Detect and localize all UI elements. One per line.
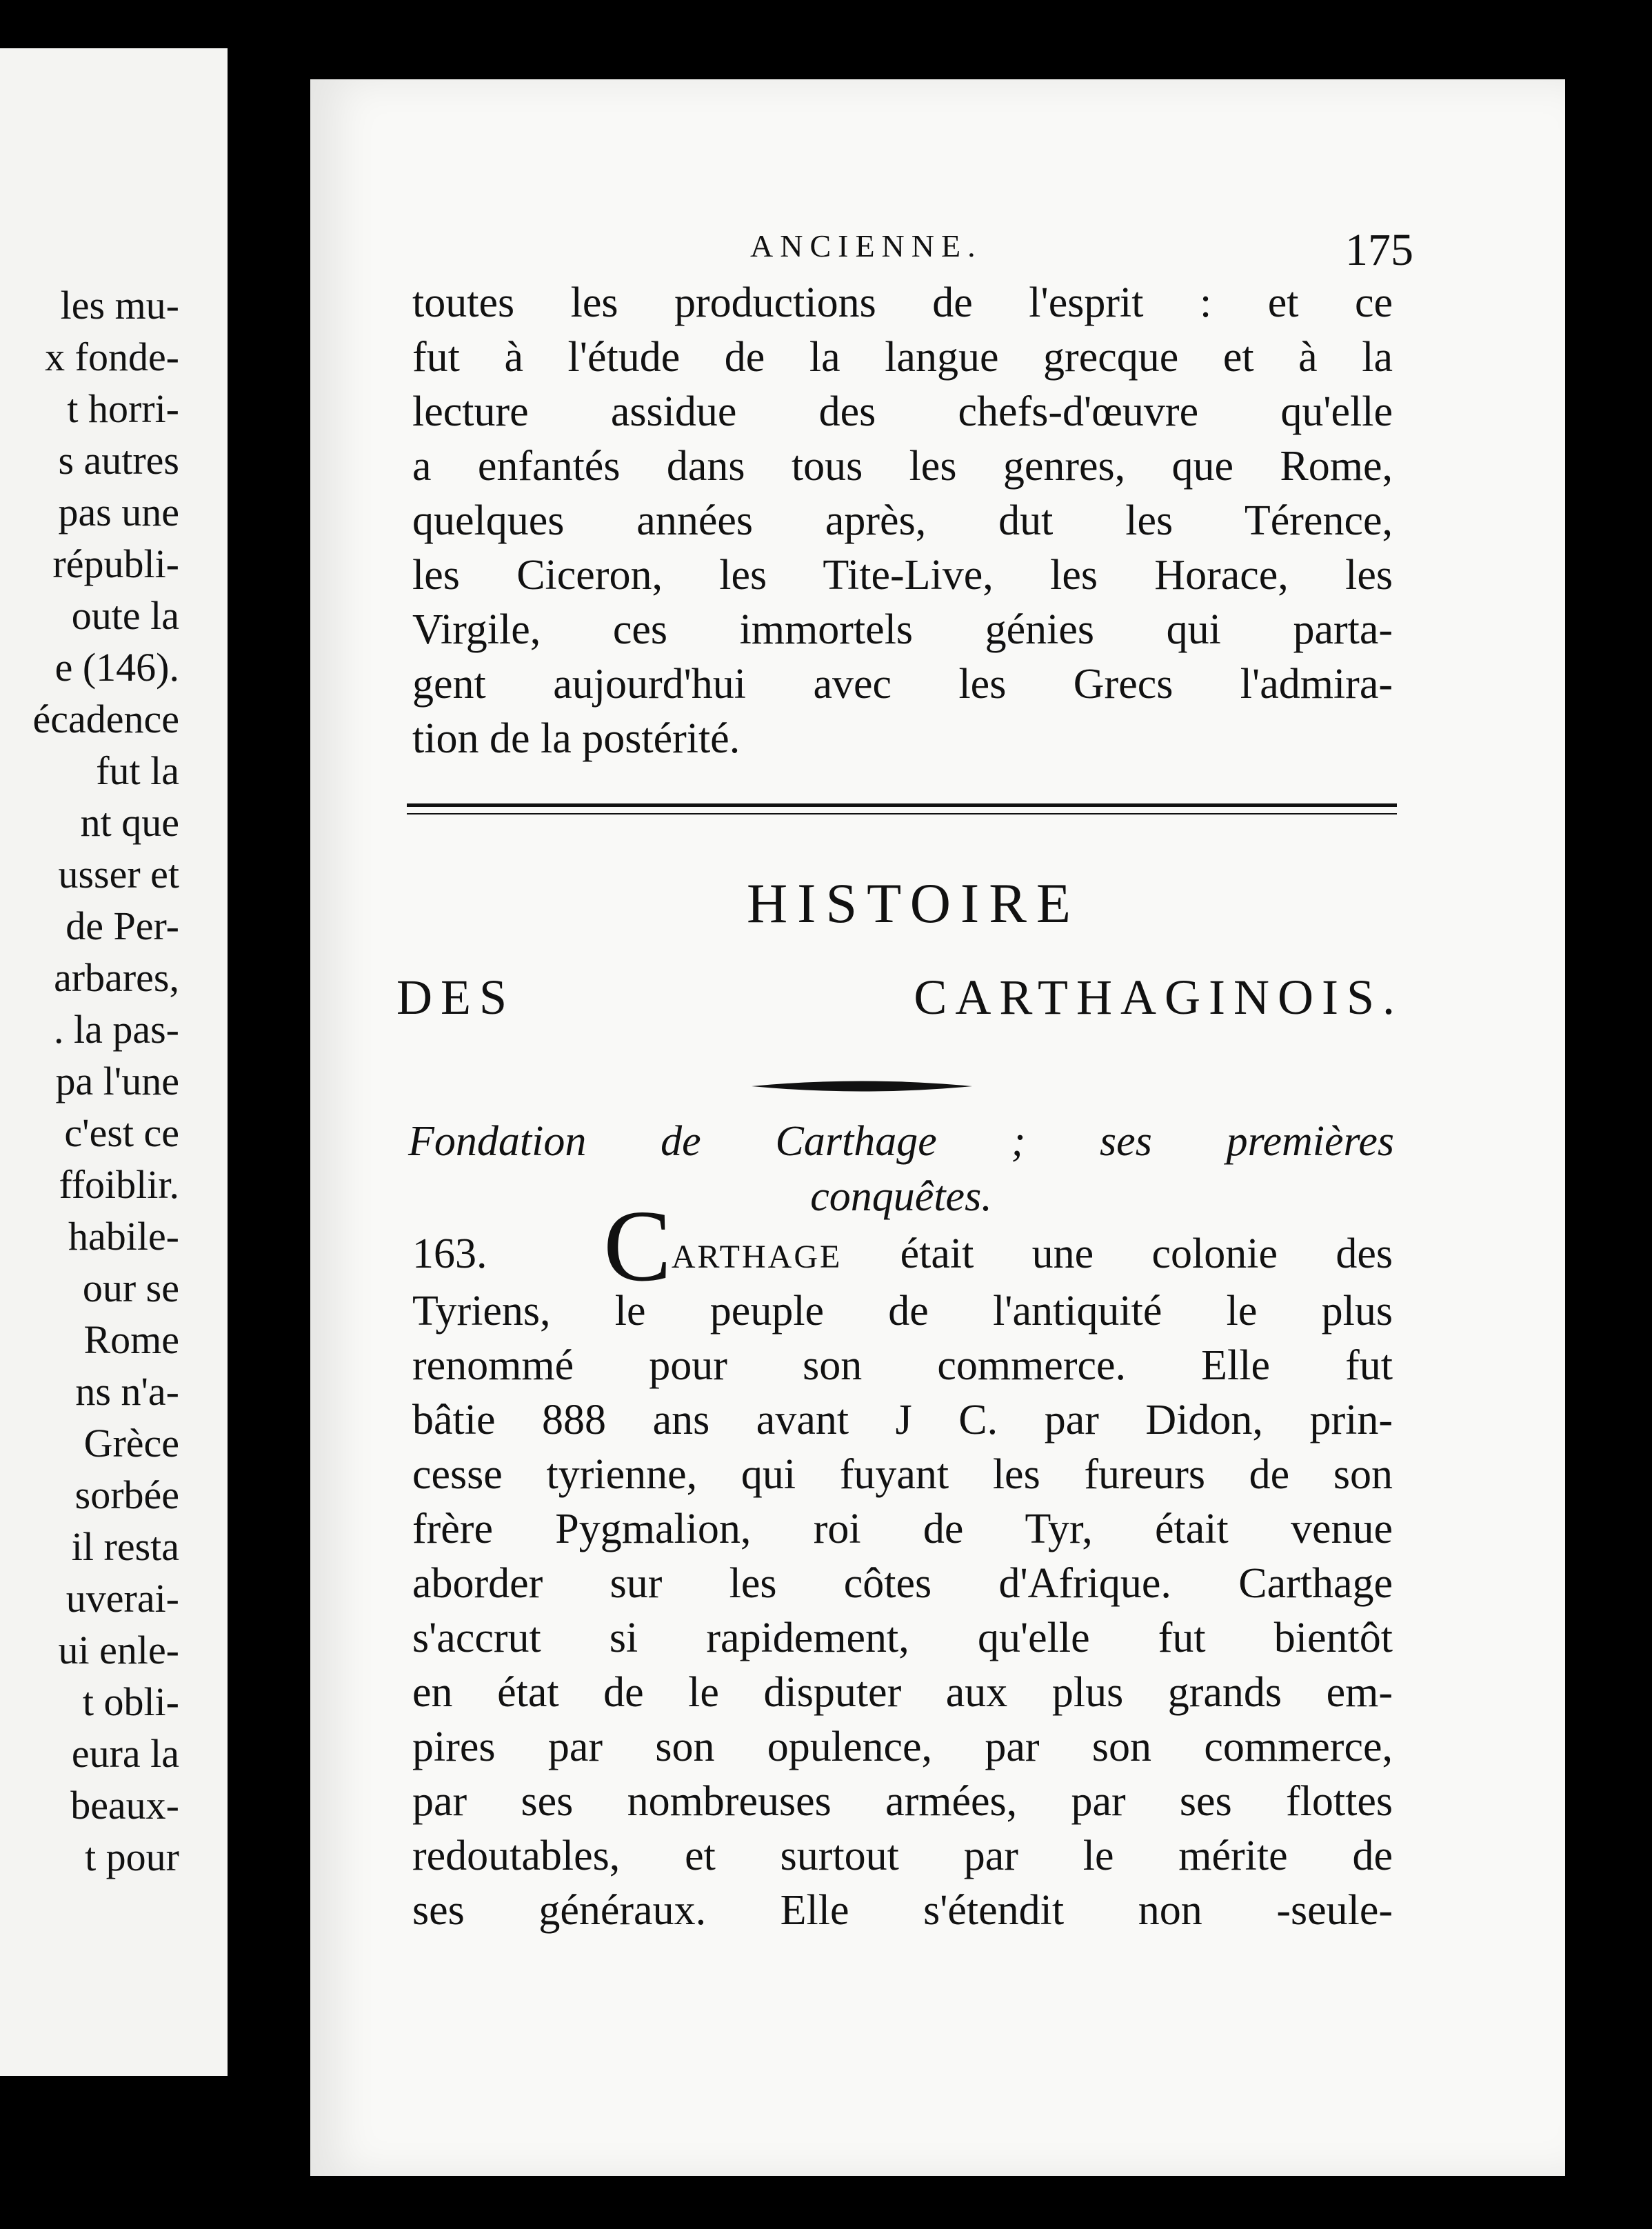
- paragraph-line: a enfantés dans tous les genres, que Rome,: [412, 443, 1393, 490]
- current-page: [310, 79, 1565, 2176]
- previous-page-line: usser et: [58, 852, 179, 897]
- previous-page-line: écadence: [32, 697, 179, 741]
- paragraph-line: s'accrut si rapidement, qu'elle fut bientôt: [412, 1615, 1393, 1661]
- previous-page-line: Grèce: [83, 1421, 179, 1466]
- previous-page-line: eura la: [71, 1731, 179, 1776]
- previous-page-line: Rome: [83, 1317, 179, 1362]
- paragraph-line: pires par son opulence, par son commerce,: [412, 1723, 1393, 1770]
- small-caps-word: ARTHAGE: [671, 1239, 843, 1275]
- section-subtitle-line: Fondation de Carthage ; ses premières: [408, 1118, 1394, 1165]
- paragraph-line: bâtie 888 ans avant J C. par Didon, prin-: [412, 1397, 1393, 1443]
- running-head: ANCIENNE.: [750, 228, 983, 263]
- previous-page-line: nt que: [80, 800, 179, 845]
- paragraph-line: ses généraux. Elle s'étendit non -seule-: [412, 1887, 1393, 1934]
- page-number: 175: [1345, 225, 1413, 275]
- previous-page-line: il resta: [71, 1524, 179, 1569]
- previous-page-line: ns n'a-: [75, 1369, 179, 1414]
- previous-page-line: ffoiblir.: [59, 1162, 179, 1207]
- previous-page-line: our se: [82, 1266, 179, 1310]
- drop-cap: C: [603, 1190, 672, 1303]
- paragraph-line: Virgile, ces immortels génies qui parta-: [412, 606, 1393, 653]
- paragraph-line: renommé pour son commerce. Elle fut: [412, 1342, 1393, 1389]
- paragraph-line: tion de la postérité.: [412, 715, 741, 762]
- previous-page-line: ui enle-: [58, 1628, 179, 1672]
- previous-page-text: [33, 279, 179, 1883]
- section-subtitle: [408, 1114, 1394, 1224]
- previous-page-line: c'est ce: [64, 1110, 179, 1155]
- chapter-subtitle: DES CARTHAGINOIS.: [396, 970, 1403, 1025]
- paragraph-line: toutes les productions de l'esprit : et ce: [412, 279, 1393, 326]
- previous-page-line: fut la: [96, 748, 179, 793]
- previous-page-line: t obli-: [82, 1679, 179, 1724]
- paragraph-line: frère Pygmalion, roi de Tyr, était venue: [412, 1506, 1393, 1552]
- previous-page-line: e (146).: [54, 645, 179, 690]
- previous-page-line: oute la: [71, 593, 179, 638]
- paragraph-line: en état de le disputer aux plus grands em-: [412, 1669, 1393, 1716]
- section-subtitle-line: conquêtes.: [810, 1173, 992, 1220]
- previous-page-line: sorbée: [74, 1472, 179, 1517]
- previous-page-line: s autres: [58, 438, 179, 483]
- paragraph-line: cesse tyrienne, qui fuyant les fureurs de son: [412, 1451, 1393, 1498]
- previous-page-line: t pour: [85, 1835, 179, 1879]
- previous-page-line: arbares,: [54, 955, 179, 1000]
- previous-page-line: . la pas-: [54, 1007, 179, 1052]
- paragraph-line: Tyriens, le peuple de l'antiquité le plus: [412, 1288, 1393, 1335]
- previous-page-line: uverai-: [66, 1576, 179, 1621]
- previous-page-line: x fonde-: [45, 334, 179, 379]
- paragraph-1: [412, 276, 1393, 766]
- ornament-divider: [752, 1076, 972, 1097]
- paragraph-line: fut à l'étude de la langue grecque et à la: [412, 334, 1393, 381]
- previous-page-line: pas une: [58, 490, 179, 534]
- previous-page-line: habile-: [68, 1214, 179, 1259]
- paragraph-line: gent aujourd'hui avec les Grecs l'admira-: [412, 661, 1393, 708]
- paragraph-line: les Ciceron, les Tite-Live, les Horace, les: [412, 552, 1393, 599]
- previous-page-line: t horri-: [67, 386, 179, 431]
- paragraph-line: par ses nombreuses armées, par ses flottes: [412, 1778, 1393, 1825]
- chapter-title: HISTOIRE: [746, 872, 1081, 934]
- paragraph-line: quelques années après, dut les Térence,: [412, 497, 1393, 544]
- section-rule-thin: [407, 813, 1397, 814]
- previous-page-line: les mu-: [60, 283, 179, 328]
- paragraph-line: redoutables, et surtout par le mérite de: [412, 1832, 1393, 1879]
- previous-page-line: pa l'une: [55, 1059, 179, 1103]
- paragraph-line: lecture assidue des chefs-d'œuvre qu'elle: [412, 388, 1393, 435]
- book-spine: [228, 41, 259, 2083]
- paragraph-number: 163.: [412, 1230, 487, 1277]
- first-line-text: était une colonie des: [900, 1230, 1393, 1277]
- previous-page-line: beaux-: [70, 1783, 179, 1828]
- section-rule: [407, 803, 1397, 807]
- previous-page-line: de Per-: [66, 903, 179, 948]
- paragraph-line: aborder sur les côtes d'Afrique. Carthage: [412, 1560, 1393, 1607]
- previous-page: [0, 48, 228, 2076]
- previous-page-line: républi-: [52, 541, 179, 586]
